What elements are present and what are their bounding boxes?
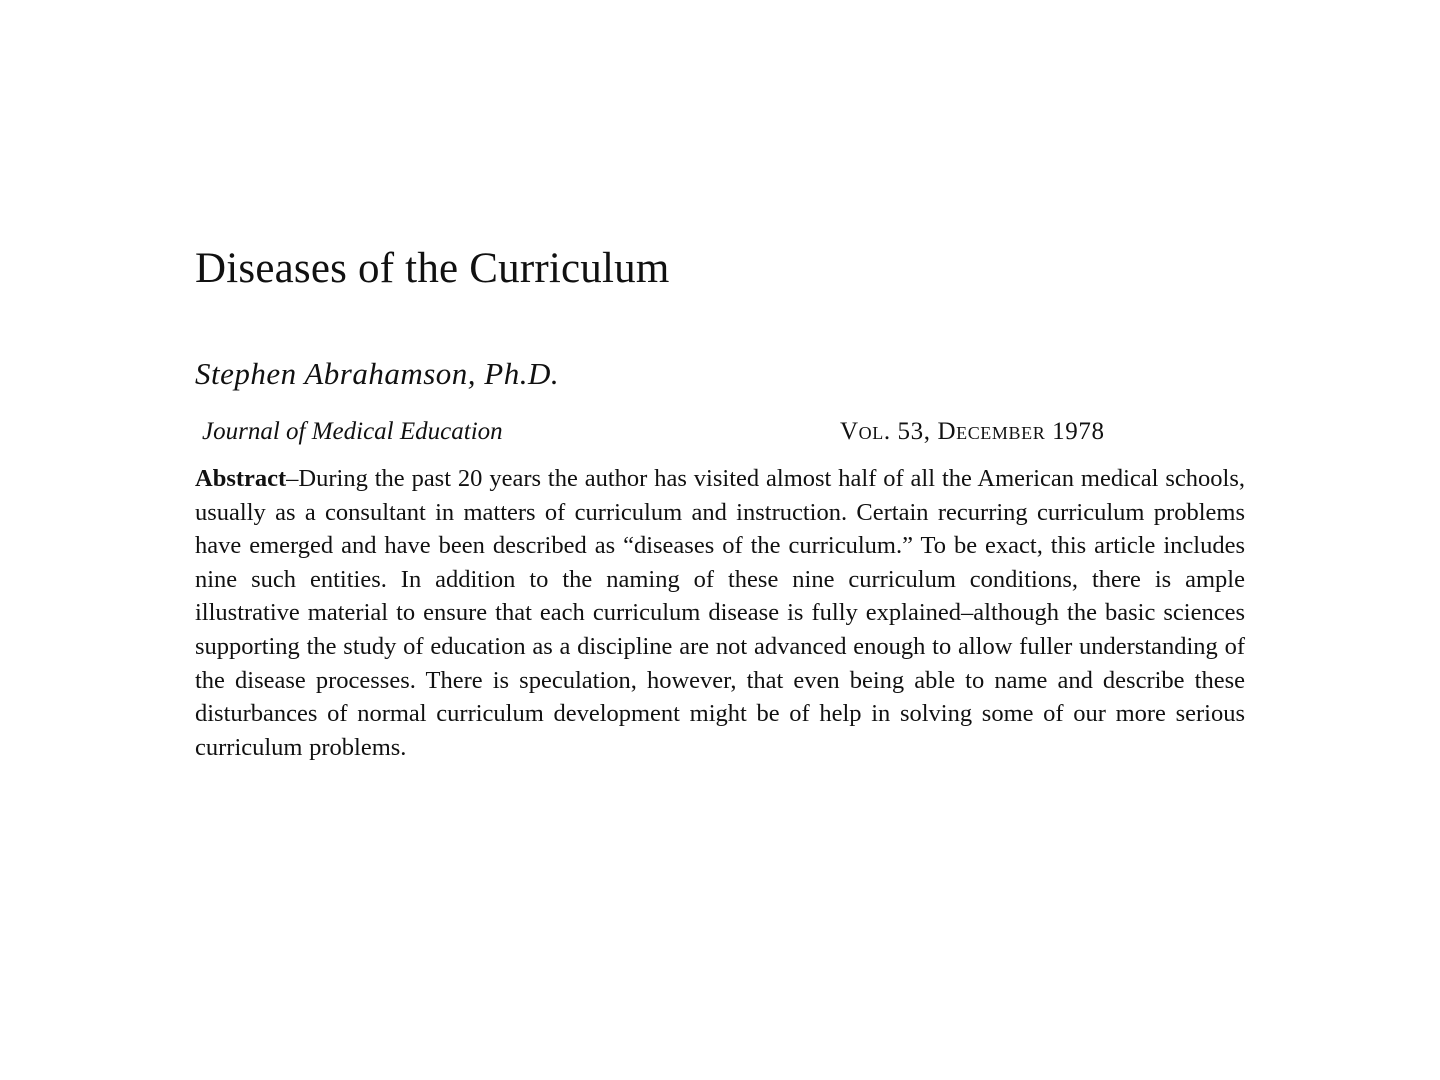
- journal-name: Journal of Medical Education: [202, 418, 503, 445]
- article-title: Diseases of the Curriculum: [195, 245, 670, 292]
- abstract-text: During the past 20 years the author has visited almost half of all the American medical schools, usually as a consultant in matters of curriculum and instruction. Certain recurring curriculum problems have emerged and have been described as “diseases of the curriculum.” To be exact, this article includes nine such entities. In addition to the naming of these nine curriculum conditions, there is ample illustrative material to ensure that each curriculum disease is fully explained–although the basic sciences supporting the study of education as a discipline are not advanced enough to allow fuller understanding of the disease processes. There is speculation, however, that even being able to name and describe these disturbances of normal curriculum development might be of help in solving some of our more serious curriculum problems.: [195, 465, 1245, 761]
- author-name: Stephen Abrahamson, Ph.D.: [195, 356, 560, 391]
- abstract-dash: –: [286, 465, 299, 492]
- abstract-label: Abstract: [195, 465, 287, 492]
- abstract-paragraph: [195, 462, 1245, 764]
- issue-info: Vol. 53, December 1978: [840, 418, 1105, 445]
